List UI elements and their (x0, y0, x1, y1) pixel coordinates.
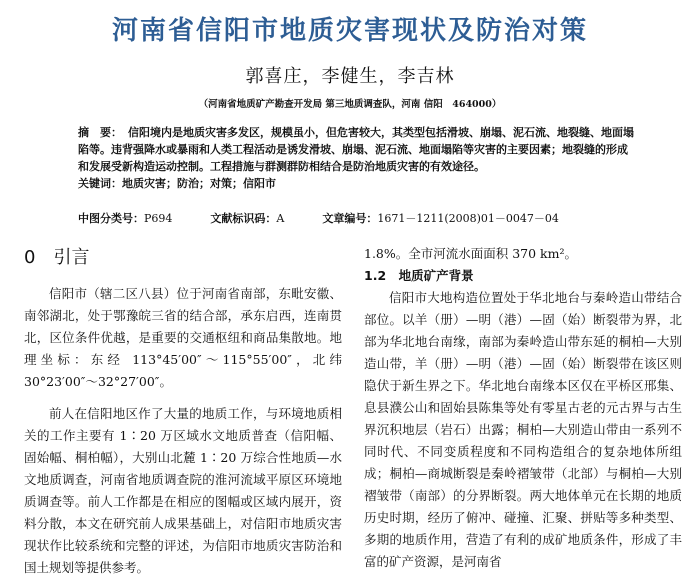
abstract-label: 摘 要： (78, 126, 122, 139)
doc-code-label: 文献标识码： (210, 212, 277, 225)
paper-title: 河南省信阳市地质灾害现状及防治对策 (111, 16, 588, 46)
section-heading-introduction: 0 引言 (24, 247, 90, 268)
intro-paragraph-2: 前人在信阳地区作了大量的地质工作，与环境地质相关的工作主要有 1∶20 万区域水文地质普查（信阳幅、固始幅、桐柏幅），大别山北麓 1∶20 万综合性地质—水文地质调查，河南省地质调查院的淮河流域平原区环境地质调查等。前人工作都是在相应的图幅或区域内展开，资料分散，本文在研究前人成果基础上，对信阳市地质灾害现状作比较系统和完整的评述，为信阳市地质灾害防治和国土规划等提供参考。 (24, 406, 342, 575)
intro-paragraph-1: 信阳市（辖二区八县）位于河南省南部，东毗安徽、南邻湖北，处于鄂豫皖三省的结合部，承东启西，连南贯北，区位条件优越，是重要的交通枢纽和商品集散地。地理坐标：东经 113°45′00″～115°55′00″，北纬 30°23′00″～32°27′00″。 (24, 286, 342, 389)
author-affiliation: （河南省地质矿产勘查开发局 第三地质调查队，河南 信阳 464000） (198, 99, 502, 110)
subsection-heading-geology: 1.2 地质矿产背景 (364, 268, 474, 283)
left-column (24, 243, 342, 579)
abstract-block (78, 124, 638, 192)
abstract-paragraph (78, 124, 638, 175)
clc-value: P694 (144, 212, 173, 225)
keywords-text: 地质灾害；防治；对策；信阳市 (122, 177, 276, 190)
keywords-paragraph (78, 175, 638, 192)
continued-paragraph: 1.8%。全市河流水面面积 370 km²。 (364, 246, 578, 261)
author-list: 郭喜庄，李健生，李吉林 (245, 66, 455, 87)
article-metadata (78, 210, 668, 226)
right-column (364, 243, 682, 573)
doc-code-value: A (276, 212, 285, 225)
clc-label: 中图分类号： (78, 212, 144, 225)
article-number-label: 文章编号： (322, 212, 378, 225)
geology-paragraph: 信阳市大地构造位置处于华北地台与秦岭造山带结合部位。以羊（册）—明（港）—固（始）断裂带为界，北部为华北地台南缘，南部为秦岭造山带东延的桐柏—大别造山带，羊（册）—明（港）—固（始）断裂带在该区则隐伏于新生界之下。华北地台南缘本区仅在平桥区邢集、息县濮公山和固始县陈集等处有零星古老的元古界与古生界沉积地层（岩石）出露；桐柏—大别造山带由一系列不同时代、不同变质程度和不同构造组合的复杂地体所组成；桐柏—商城断裂是秦岭褶皱带（北部）与桐柏—大别褶皱带（南部）的分界断裂。两大地体单元在长期的地质历史时期，经历了俯冲、碰撞、汇聚、拼贴等多种类型、多期的地质作用，营造了有利的成矿地质条件，形成了丰富的矿产资源，是河南省 (364, 290, 682, 569)
abstract-text: 信阳境内是地质灾害多发区，规模虽小，但危害较大，其类型包括滑坡、崩塌、泥石流、地裂缝、地面塌陷等。违背强降水或暴雨和人类工程活动是诱发滑坡、崩塌、泥石流、地面塌陷等灾害的主要因素；地裂缝的形成和发展受新构造运动控制。工程措施与群测群防相结合是防治地质灾害的有效途径。 (78, 126, 634, 173)
article-number-value: 1671－1211(2008)01－0047－04 (377, 212, 559, 225)
keywords-label: 关键词： (78, 177, 122, 190)
